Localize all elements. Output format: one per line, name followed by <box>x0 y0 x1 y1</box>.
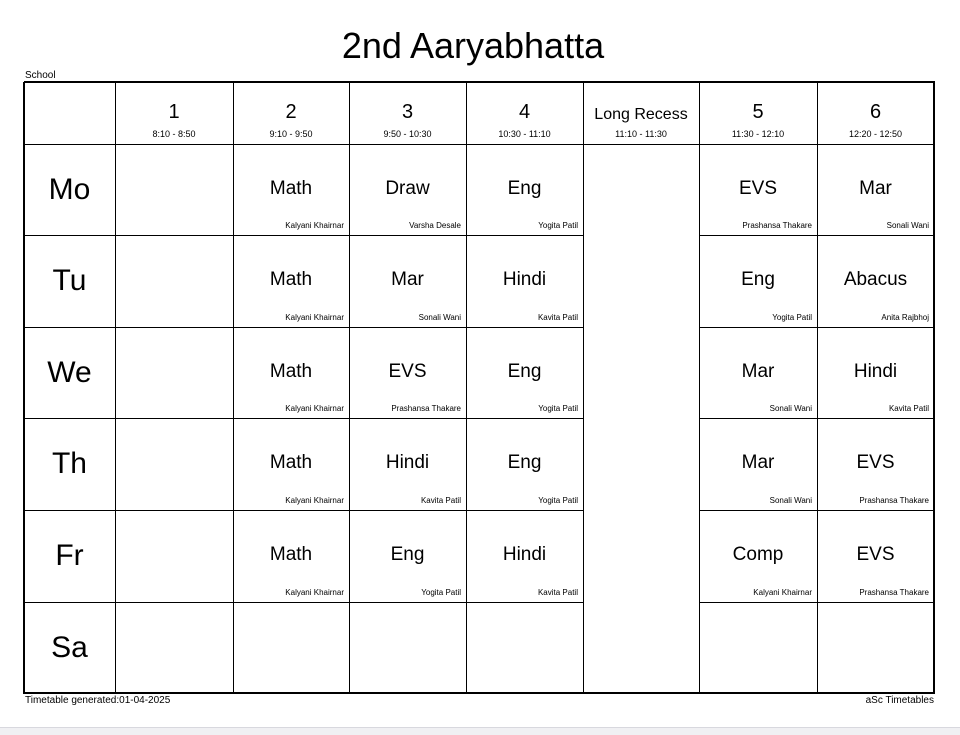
lesson-subject: Abacus <box>843 269 908 290</box>
lesson-cell <box>699 144 817 235</box>
period-header-6 <box>699 82 817 144</box>
grid-line-horizontal <box>24 81 935 83</box>
period-time: 9:10 - 9:50 <box>269 129 313 139</box>
lesson-cell <box>466 144 583 235</box>
grid-line-horizontal <box>24 510 584 511</box>
lesson-teacher: Kavita Patil <box>420 496 461 505</box>
day-label: Mo <box>48 172 91 206</box>
lesson-cell <box>233 144 349 235</box>
period-time: 8:10 - 8:50 <box>152 129 196 139</box>
period-label: Long Recess <box>594 106 688 123</box>
lesson-subject: EVS <box>738 178 778 199</box>
lesson-teacher: Yogita Patil <box>421 588 461 597</box>
day-cell-tu <box>24 235 115 327</box>
lesson-cell <box>349 327 466 418</box>
lesson-teacher: Kalyani Khairnar <box>285 496 344 505</box>
day-cell-mo <box>24 144 115 235</box>
lesson-teacher: Sonali Wani <box>769 496 812 505</box>
day-label: Tu <box>52 264 87 297</box>
grid-line-horizontal <box>24 418 584 419</box>
lesson-cell <box>233 235 349 327</box>
period-header-4 <box>466 82 583 144</box>
lesson-teacher: Sonali Wani <box>886 221 929 230</box>
period-label: 6 <box>869 101 882 123</box>
lesson-subject: Mar <box>741 452 775 473</box>
lesson-subject: Mar <box>859 178 892 199</box>
day-label: Fr <box>55 539 84 572</box>
lesson-subject: Math <box>269 452 313 473</box>
school-label: School <box>25 70 56 81</box>
day-label: Sa <box>51 630 88 664</box>
grid-line-horizontal <box>24 692 935 694</box>
lesson-teacher: Kalyani Khairnar <box>285 313 344 322</box>
lesson-teacher: Kavita Patil <box>888 404 929 413</box>
period-label: 2 <box>285 101 297 123</box>
page-title: 2nd Aaryabhatta <box>341 25 605 66</box>
lesson-cell <box>349 510 466 602</box>
lesson-teacher: Prashansa Thakare <box>742 221 812 230</box>
lesson-teacher: Prashansa Thakare <box>391 404 461 413</box>
lesson-teacher: Yogita Patil <box>538 221 578 230</box>
lesson-cell <box>466 510 583 602</box>
grid-line-horizontal <box>699 510 935 511</box>
period-header-1 <box>115 82 233 144</box>
period-label: 4 <box>518 101 531 123</box>
lesson-subject: Hindi <box>385 452 430 473</box>
lesson-cell <box>817 418 934 510</box>
lesson-cell <box>817 510 934 602</box>
lesson-teacher: Kalyani Khairnar <box>753 588 812 597</box>
generated-date: Timetable generated:01-04-2025 <box>25 695 171 706</box>
lesson-cell <box>466 235 583 327</box>
period-header-3 <box>349 82 466 144</box>
grid-line-horizontal <box>699 602 935 603</box>
lesson-cell <box>699 235 817 327</box>
lesson-subject: Draw <box>385 178 430 199</box>
period-label: 3 <box>401 101 414 123</box>
day-cell-sa <box>24 602 115 693</box>
lesson-subject: Math <box>269 269 313 290</box>
lesson-cell <box>817 144 934 235</box>
lesson-cell <box>349 144 466 235</box>
lesson-subject: Hindi <box>502 269 547 290</box>
lesson-cell <box>699 418 817 510</box>
brand-label: aSc Timetables <box>865 695 934 706</box>
lesson-teacher: Kalyani Khairnar <box>285 404 344 413</box>
lesson-teacher: Yogita Patil <box>538 496 578 505</box>
lesson-subject: Math <box>269 361 313 382</box>
lesson-cell <box>233 510 349 602</box>
lesson-subject: Eng <box>507 361 542 382</box>
lesson-subject: Eng <box>507 452 542 473</box>
lesson-cell <box>466 327 583 418</box>
lesson-cell <box>349 235 466 327</box>
grid-line-horizontal <box>24 144 935 145</box>
lesson-subject: Comp <box>732 544 784 565</box>
grid-line-horizontal <box>699 235 935 236</box>
lesson-subject: Mar <box>741 361 775 382</box>
lesson-subject: Eng <box>741 269 775 290</box>
lesson-subject: Hindi <box>853 361 898 382</box>
grid-line-horizontal <box>699 327 935 328</box>
lesson-teacher: Kalyani Khairnar <box>285 221 344 230</box>
lesson-subject: Eng <box>390 544 425 565</box>
lesson-cell <box>233 327 349 418</box>
lesson-cell <box>699 327 817 418</box>
lesson-cell <box>466 418 583 510</box>
period-time: 12:20 - 12:50 <box>848 129 903 139</box>
day-label: We <box>47 355 92 389</box>
lesson-cell <box>699 510 817 602</box>
lesson-cell <box>349 418 466 510</box>
lesson-subject: Hindi <box>502 544 547 565</box>
timetable-grid <box>24 82 935 694</box>
lesson-subject: EVS <box>856 452 895 473</box>
lesson-subject: Mar <box>391 269 424 290</box>
period-time: 10:30 - 11:10 <box>498 129 551 139</box>
period-time: 9:50 - 10:30 <box>383 129 432 139</box>
lesson-subject: EVS <box>856 544 895 565</box>
period-time: 11:30 - 12:10 <box>731 129 785 139</box>
lesson-teacher: Kavita Patil <box>537 588 578 597</box>
day-cell-we <box>24 327 115 418</box>
grid-line-horizontal <box>24 327 584 328</box>
grid-line-horizontal <box>24 235 584 236</box>
lesson-teacher: Yogita Patil <box>538 404 578 413</box>
grid-line-horizontal <box>699 418 935 419</box>
day-cell-th <box>24 418 115 510</box>
lesson-cell <box>817 327 934 418</box>
lesson-teacher: Prashansa Thakare <box>859 496 929 505</box>
period-label: 5 <box>752 101 764 123</box>
period-header-5 <box>583 82 699 144</box>
period-time: 11:10 - 11:30 <box>615 129 667 139</box>
lesson-subject: EVS <box>388 361 427 382</box>
lesson-teacher: Yogita Patil <box>772 313 812 322</box>
grid-line-horizontal <box>24 602 584 603</box>
period-label: 1 <box>168 101 180 123</box>
lesson-subject: Math <box>269 178 313 199</box>
lesson-teacher: Sonali Wani <box>418 313 461 322</box>
period-header-2 <box>233 82 349 144</box>
lesson-teacher: Kavita Patil <box>537 313 578 322</box>
lesson-teacher: Kalyani Khairnar <box>285 588 344 597</box>
lesson-teacher: Varsha Desale <box>409 221 461 230</box>
day-label: Th <box>51 447 87 480</box>
lesson-cell <box>817 235 934 327</box>
lesson-teacher: Anita Rajbhoj <box>881 313 929 322</box>
lesson-subject: Eng <box>507 178 542 199</box>
lesson-cell <box>233 418 349 510</box>
period-header-7 <box>817 82 934 144</box>
lesson-subject: Math <box>269 544 313 565</box>
day-cell-fr <box>24 510 115 602</box>
lesson-teacher: Prashansa Thakare <box>859 588 929 597</box>
lesson-teacher: Sonali Wani <box>769 404 812 413</box>
